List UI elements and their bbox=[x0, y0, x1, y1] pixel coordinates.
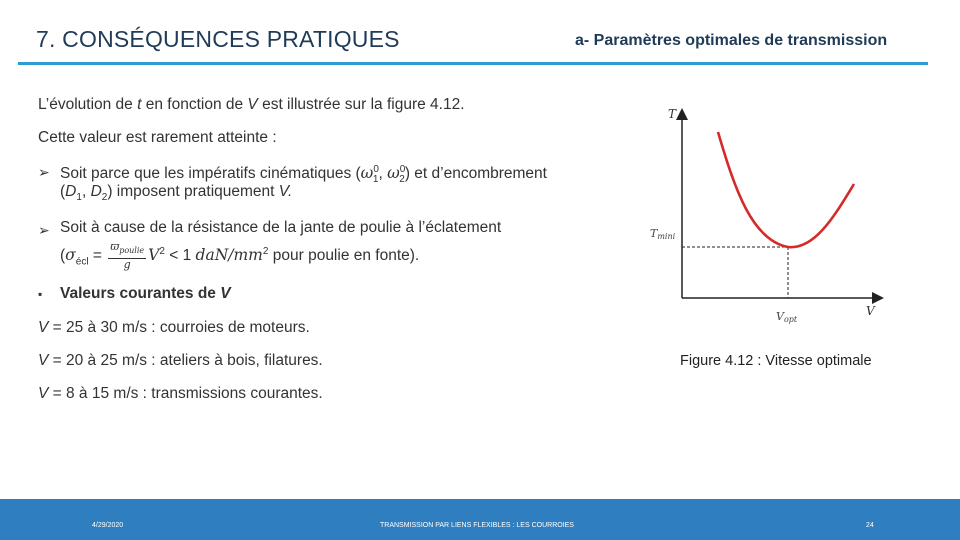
d1-symbol: D bbox=[65, 183, 77, 200]
vopt-sub: opt bbox=[783, 315, 798, 324]
bullet3-var: V bbox=[220, 285, 231, 302]
value-text: = 25 à 30 m/s : courroies de moteurs. bbox=[48, 319, 310, 336]
formula-v: V bbox=[148, 246, 160, 265]
omega1-symbol: ω bbox=[360, 164, 374, 183]
figure-caption: Figure 4.12 : Vitesse optimale bbox=[680, 353, 872, 369]
rarely-reached-line: Cette valeur est rarement atteinte : bbox=[38, 129, 277, 146]
optimal-speed-figure bbox=[640, 100, 900, 330]
slide-title: 7. CONSÉQUENCES PRATIQUES bbox=[36, 26, 400, 52]
fraction-denominator: g bbox=[123, 257, 131, 271]
footer-date: 4/29/2020 bbox=[92, 522, 124, 529]
formula-v-sup: 2 bbox=[159, 246, 165, 257]
value-var: V bbox=[38, 385, 49, 402]
intro-line bbox=[38, 95, 465, 115]
omega2-sup: 0 bbox=[399, 164, 406, 175]
bullet3-text: Valeurs courantes de bbox=[60, 285, 221, 302]
value-text: = 8 à 15 m/s : transmissions courantes. bbox=[48, 385, 323, 402]
bullet3-heading bbox=[60, 284, 231, 304]
value-text: = 20 à 25 m/s : ateliers à bois, filatures. bbox=[48, 352, 323, 369]
sigma-sub: écl bbox=[75, 256, 89, 268]
omega1-sub: 1 bbox=[372, 174, 379, 186]
bullet1-var-v: V. bbox=[278, 183, 293, 200]
bullet3-marker: ▪ bbox=[38, 287, 43, 301]
formula-unit-sup: 2 bbox=[262, 246, 269, 257]
d2-sub: 2 bbox=[101, 192, 108, 204]
tmin-main: T bbox=[650, 227, 658, 240]
vopt-main: V bbox=[776, 310, 784, 323]
bullet1-marker: ➢ bbox=[38, 164, 50, 180]
bullet2-marker: ➢ bbox=[38, 222, 50, 238]
value-var: V bbox=[38, 352, 49, 369]
sigma-symbol: σ bbox=[65, 246, 76, 265]
title-divider bbox=[18, 62, 928, 65]
vopt-label bbox=[776, 310, 798, 324]
bullet1-line2: ($D_1$, $D_2$) imposent pratiquement V. bbox=[60, 183, 293, 204]
d1-sub: 1 bbox=[76, 192, 82, 204]
bullet1-text: Soit parce que les impératifs cinématiques ( bbox=[60, 165, 361, 183]
y-axis-label: T bbox=[668, 107, 677, 121]
value-line-transmissions bbox=[38, 384, 323, 404]
formula-equals: = bbox=[88, 247, 107, 265]
formula-paren: ( bbox=[60, 247, 66, 265]
omega2-symbol: ω bbox=[387, 164, 400, 183]
value-var: V bbox=[38, 319, 49, 336]
tmin-label bbox=[650, 227, 676, 241]
formula-unit: daN/mm bbox=[195, 246, 263, 265]
bullet2-formula bbox=[60, 238, 419, 276]
x-axis-label: V bbox=[866, 304, 875, 318]
formula-trailing-text: pour poulie en fonte). bbox=[268, 247, 420, 265]
tmin-sub: mini bbox=[657, 232, 676, 241]
varpi-sub: poulie bbox=[119, 246, 145, 256]
tension-curve bbox=[718, 132, 854, 247]
omega-comma: , bbox=[378, 165, 388, 183]
intro-var-t: t bbox=[137, 96, 142, 113]
formula-less-than: < 1 bbox=[164, 247, 196, 265]
bullet1-line2-text: ) imposent pratiquement bbox=[107, 183, 279, 200]
intro-var-v: V bbox=[247, 96, 258, 113]
footer-title: TRANSMISSION PAR LIENS FLEXIBLES : LES COURROIES bbox=[380, 522, 574, 529]
intro-text-3: est illustrée sur la figure 4.12. bbox=[257, 96, 465, 113]
footer-page-number: 24 bbox=[866, 522, 874, 529]
footer-bar bbox=[0, 499, 960, 540]
fraction-numerator bbox=[108, 241, 146, 258]
bullet1-text-end: ) et d’encombrement bbox=[404, 165, 547, 183]
bullet1-paren: ( bbox=[60, 183, 66, 200]
omega2-sub: 2 bbox=[399, 174, 405, 186]
bullet2-line1: Soit à cause de la résistance de la jante de poulie à l’éclatement bbox=[60, 219, 502, 236]
section-subtitle: a- Paramètres optimales de transmission bbox=[575, 32, 888, 49]
d2-symbol: D bbox=[90, 183, 102, 200]
value-line-motors bbox=[38, 318, 310, 338]
omega1-sup: 0 bbox=[373, 164, 379, 175]
varpi-symbol: ϖ bbox=[110, 240, 120, 254]
value-line-workshops bbox=[38, 351, 323, 371]
intro-text-2: en fonction de bbox=[141, 96, 248, 113]
density-fraction bbox=[108, 241, 146, 270]
intro-text-1: L’évolution de bbox=[38, 96, 138, 113]
